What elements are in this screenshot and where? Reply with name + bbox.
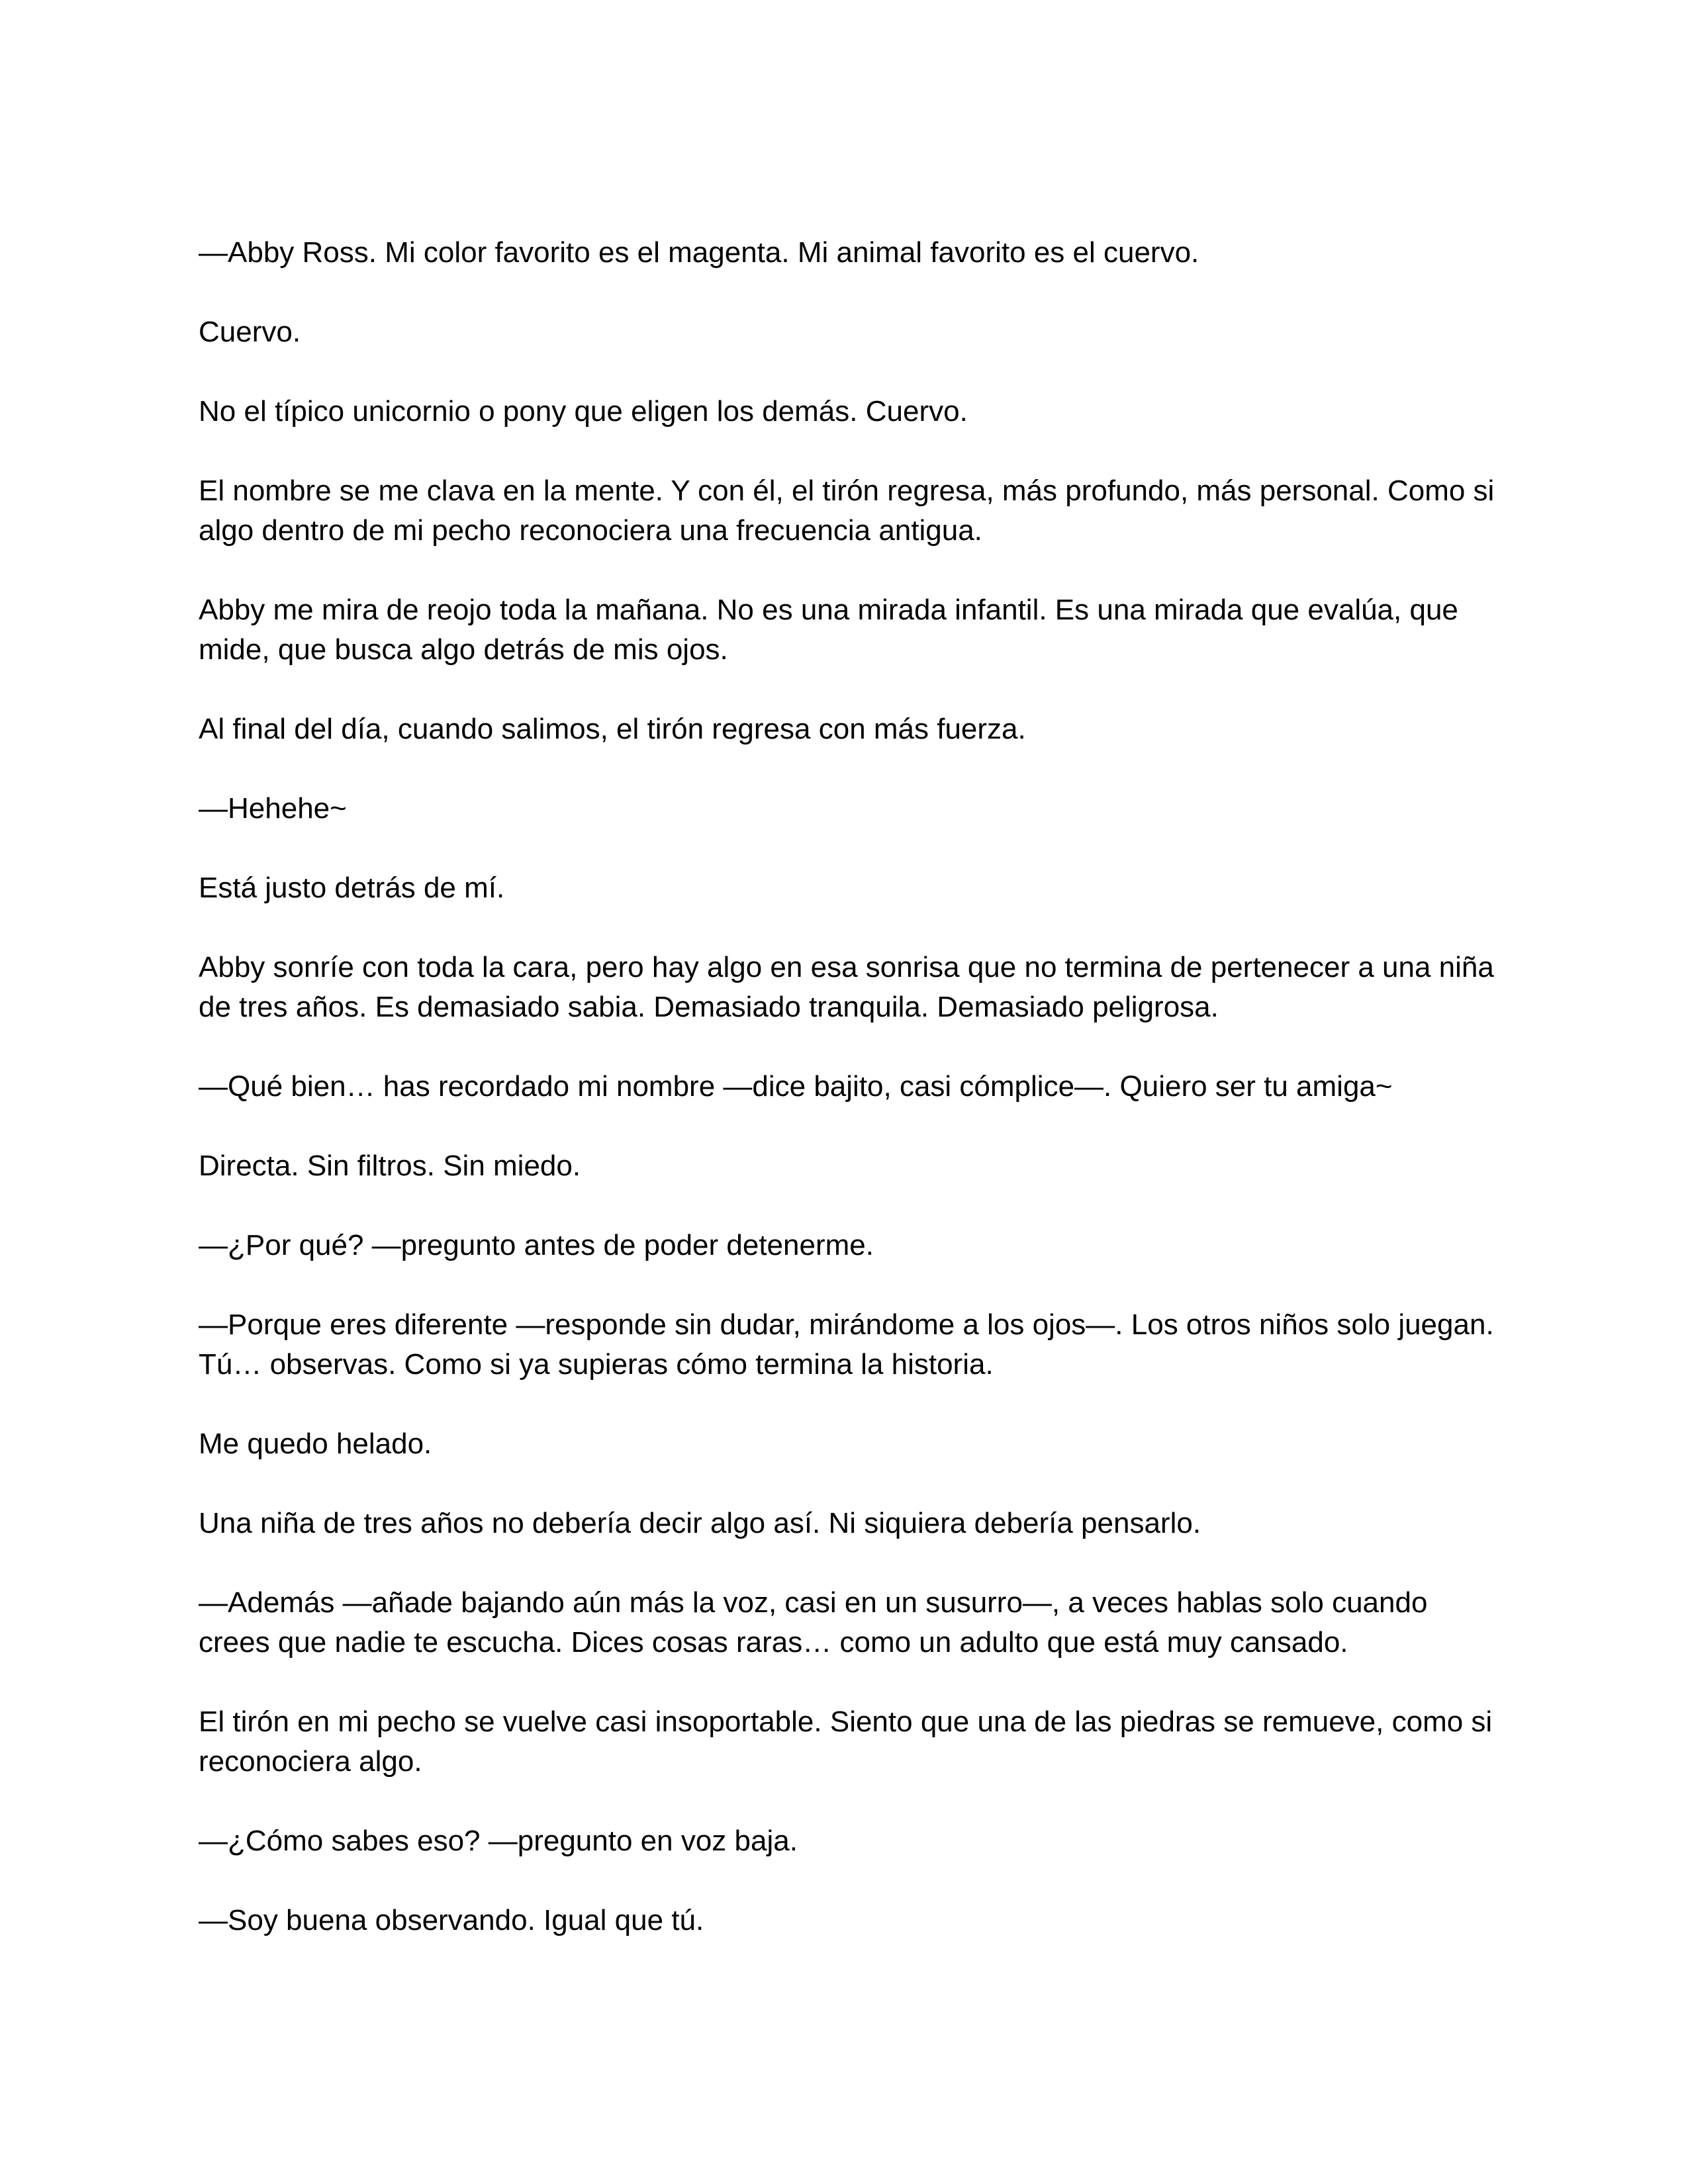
paragraph: Cuervo. <box>199 316 301 348</box>
paragraph: Una niña de tres años no debería decir algo así. Ni siquiera debería pensarlo. <box>199 1507 1201 1539</box>
paragraph: Me quedo helado. <box>199 1428 432 1460</box>
paragraph: No el típico unicornio o pony que eligen los demás. Cuervo. <box>199 395 968 428</box>
paragraph: —Hehehe~ <box>199 792 347 825</box>
paragraph: Está justo detrás de mí. <box>199 872 505 904</box>
paragraph: —Qué bien… has recordado mi nombre —dice bajito, casi cómplice—. Quiero ser tu amiga~ <box>199 1070 1393 1103</box>
paragraph: Directa. Sin filtros. Sin miedo. <box>199 1150 581 1182</box>
paragraph: —¿Por qué? —pregunto antes de poder detenerme. <box>199 1229 874 1261</box>
paragraph: —Abby Ross. Mi color favorito es el magenta. Mi animal favorito es el cuervo. <box>199 236 1199 269</box>
paragraph: —Porque eres diferente —responde sin dudar, mirándome a los ojos—. Los otros niños solo juegan. Tú… observas. Como si ya supieras cómo termina la historia. <box>199 1308 1494 1381</box>
paragraph: Abby sonríe con toda la cara, pero hay algo en esa sonrisa que no termina de pertenecer a una niña de tres años. Es demasiado sabia. Demasiado tranquila. Demasiado peligrosa. <box>199 951 1494 1023</box>
paragraph: El nombre se me clava en la mente. Y con él, el tirón regresa, más profundo, más personal. Como si algo dentro de mi pecho reconociera una frecuencia antigua. <box>199 475 1495 547</box>
paragraph: Al final del día, cuando salimos, el tirón regresa con más fuerza. <box>199 713 1026 745</box>
paragraph: El tirón en mi pecho se vuelve casi insoportable. Siento que una de las piedras se remueve, como si reconociera algo. <box>199 1706 1493 1778</box>
paragraph: —Además —añade bajando aún más la voz, casi en un susurro—, a veces hablas solo cuando crees que nadie te escucha. Dices cosas raras… como un adulto que está muy cansado. <box>199 1586 1428 1659</box>
paragraph: —Soy buena observando. Igual que tú. <box>199 1904 704 1936</box>
document-body <box>199 233 1496 1940</box>
paragraph: Abby me mira de reojo toda la mañana. No es una mirada infantil. Es una mirada que evalúa, que mide, que busca algo detrás de mis ojos. <box>199 594 1458 666</box>
paragraph: —¿Cómo sabes eso? —pregunto en voz baja. <box>199 1825 798 1857</box>
